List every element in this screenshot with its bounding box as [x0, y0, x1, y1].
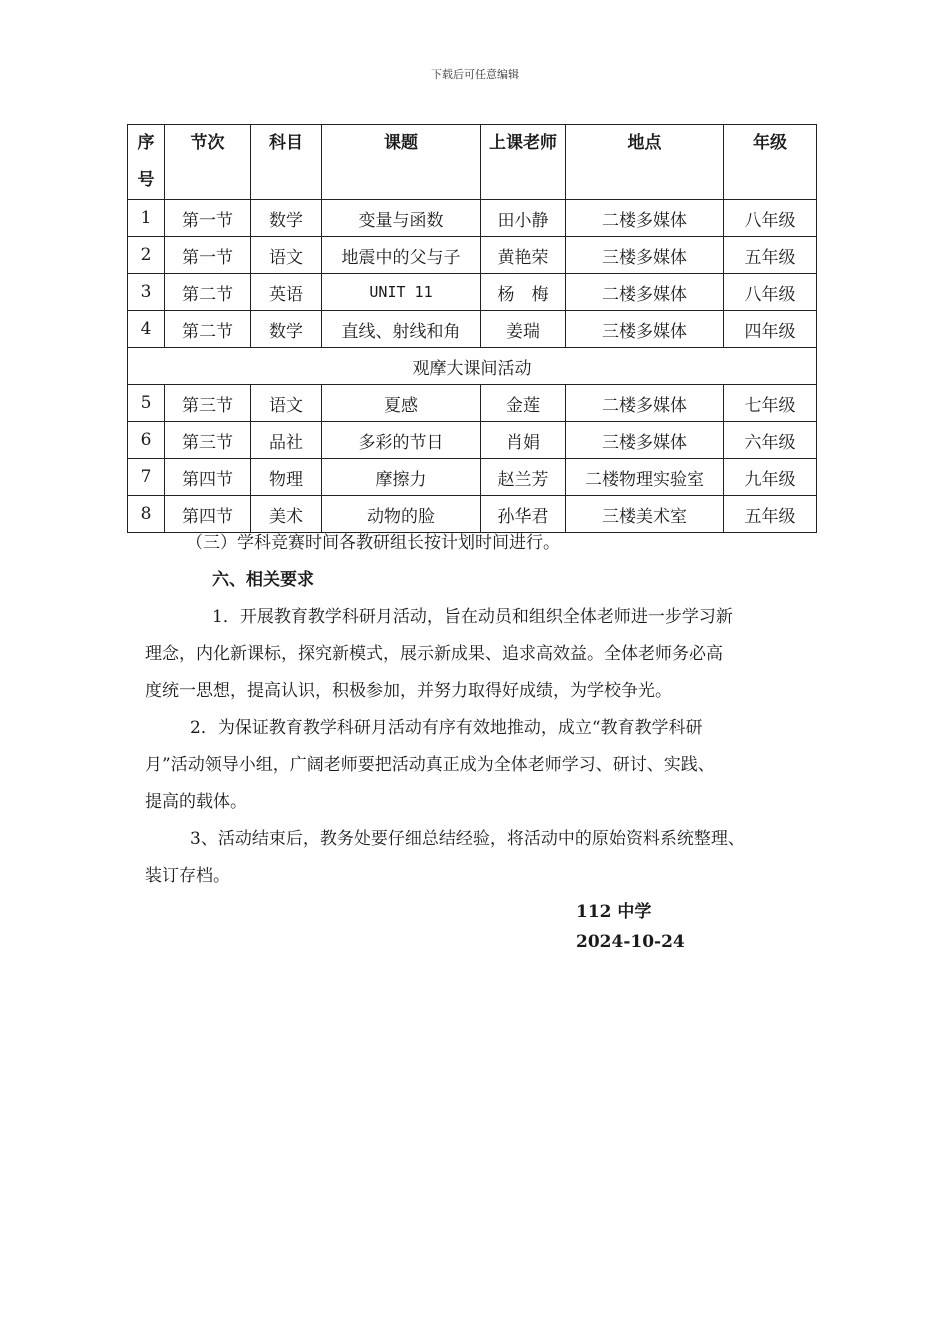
- cell-grade: 五年级: [724, 496, 817, 533]
- cell-index: 7: [128, 459, 165, 496]
- header-note: 下载后可任意编辑: [431, 68, 519, 81]
- cell-period: 第四节: [165, 459, 251, 496]
- cell-location: 二楼多媒体: [566, 385, 724, 422]
- cell-subject: 数学: [251, 200, 322, 237]
- cell-location: 三楼多媒体: [566, 237, 724, 274]
- cell-grade: 四年级: [724, 311, 817, 348]
- para2-line1: 2．为保证教育教学科研月活动有序有效地推动，成立“教育教学科研: [190, 718, 703, 738]
- header-cell-topic: 课题: [322, 125, 481, 200]
- para2-line2: 月”活动领导小组，广阔老师要把活动真正成为全体老师学习、研讨、实践、: [145, 755, 715, 775]
- header-index-label: 序号: [137, 133, 155, 190]
- cell-topic: 变量与函数: [322, 200, 481, 237]
- cell-grade: 七年级: [724, 385, 817, 422]
- cell-period: 第二节: [165, 274, 251, 311]
- cell-period: 第三节: [165, 385, 251, 422]
- activity-cell: 观摩大课间活动: [128, 348, 817, 385]
- schedule-table: [127, 124, 817, 533]
- header-cell-location: 地点: [566, 125, 724, 200]
- cell-topic: 夏感: [322, 385, 481, 422]
- cell-grade: 九年级: [724, 459, 817, 496]
- cell-index: 6: [128, 422, 165, 459]
- table-row: [128, 311, 817, 348]
- signature-school: 112 中学: [576, 902, 652, 922]
- cell-location: 二楼多媒体: [566, 200, 724, 237]
- cell-period: 第四节: [165, 496, 251, 533]
- cell-teacher: 黄艳荣: [481, 237, 566, 274]
- table-row: [128, 274, 817, 311]
- section6-heading: 六、相关要求: [212, 570, 314, 590]
- section3-text: （三）学科竞赛时间各教研组长按计划时间进行。: [186, 533, 560, 553]
- cell-location: 二楼物理实验室: [566, 459, 724, 496]
- cell-teacher: 赵兰芳: [481, 459, 566, 496]
- cell-topic: 直线、射线和角: [322, 311, 481, 348]
- header-cell-subject: 科目: [251, 125, 322, 200]
- signature-date: 2024-10-24: [576, 932, 685, 952]
- cell-index: 5: [128, 385, 165, 422]
- cell-index: 8: [128, 496, 165, 533]
- cell-subject: 语文: [251, 385, 322, 422]
- para3-line2: 装订存档。: [145, 866, 230, 886]
- cell-period: 第二节: [165, 311, 251, 348]
- cell-teacher: 金莲: [481, 385, 566, 422]
- cell-topic: 地震中的父与子: [322, 237, 481, 274]
- cell-index: 1: [128, 200, 165, 237]
- cell-teacher: 肖娟: [481, 422, 566, 459]
- para3-line1: 3、活动结束后，教务处要仔细总结经验，将活动中的原始资料系统整理、: [190, 829, 745, 849]
- cell-teacher: 姜瑞: [481, 311, 566, 348]
- header-cell-grade: 年级: [724, 125, 817, 200]
- cell-teacher: 田小静: [481, 200, 566, 237]
- para2-line3: 提高的载体。: [145, 792, 247, 812]
- cell-period: 第一节: [165, 237, 251, 274]
- table-row: [128, 459, 817, 496]
- table-row: [128, 385, 817, 422]
- cell-subject: 英语: [251, 274, 322, 311]
- cell-subject: 物理: [251, 459, 322, 496]
- table-header-row: [128, 125, 817, 200]
- cell-subject: 品社: [251, 422, 322, 459]
- para1-line2: 理念，内化新课标，探究新模式，展示新成果、追求高效益。全体老师务必高: [145, 644, 723, 664]
- cell-grade: 六年级: [724, 422, 817, 459]
- header-cell-period: 节次: [165, 125, 251, 200]
- activity-row: [128, 348, 817, 385]
- cell-topic: 动物的脸: [322, 496, 481, 533]
- cell-index: 2: [128, 237, 165, 274]
- para1-line3: 度统一思想，提高认识，积极参加，并努力取得好成绩，为学校争光。: [145, 681, 672, 701]
- table-row: [128, 237, 817, 274]
- cell-teacher: 孙华君: [481, 496, 566, 533]
- cell-period: 第一节: [165, 200, 251, 237]
- cell-index: 3: [128, 274, 165, 311]
- cell-period: 第三节: [165, 422, 251, 459]
- cell-location: 三楼美术室: [566, 496, 724, 533]
- cell-topic: 摩擦力: [322, 459, 481, 496]
- cell-subject: 语文: [251, 237, 322, 274]
- cell-grade: 五年级: [724, 237, 817, 274]
- cell-topic: UNIT 11: [322, 274, 481, 311]
- cell-subject: 数学: [251, 311, 322, 348]
- cell-grade: 八年级: [724, 274, 817, 311]
- cell-grade: 八年级: [724, 200, 817, 237]
- table-row: [128, 200, 817, 237]
- cell-topic: 多彩的节日: [322, 422, 481, 459]
- header-cell-index: [128, 125, 165, 200]
- cell-subject: 美术: [251, 496, 322, 533]
- header-cell-teacher: 上课老师: [481, 125, 566, 200]
- cell-teacher: 杨 梅: [481, 274, 566, 311]
- cell-index: 4: [128, 311, 165, 348]
- cell-location: 三楼多媒体: [566, 311, 724, 348]
- para1-line1: 1．开展教育教学科研月活动，旨在动员和组织全体老师进一步学习新: [212, 607, 733, 627]
- cell-location: 二楼多媒体: [566, 274, 724, 311]
- table-row: [128, 422, 817, 459]
- cell-location: 三楼多媒体: [566, 422, 724, 459]
